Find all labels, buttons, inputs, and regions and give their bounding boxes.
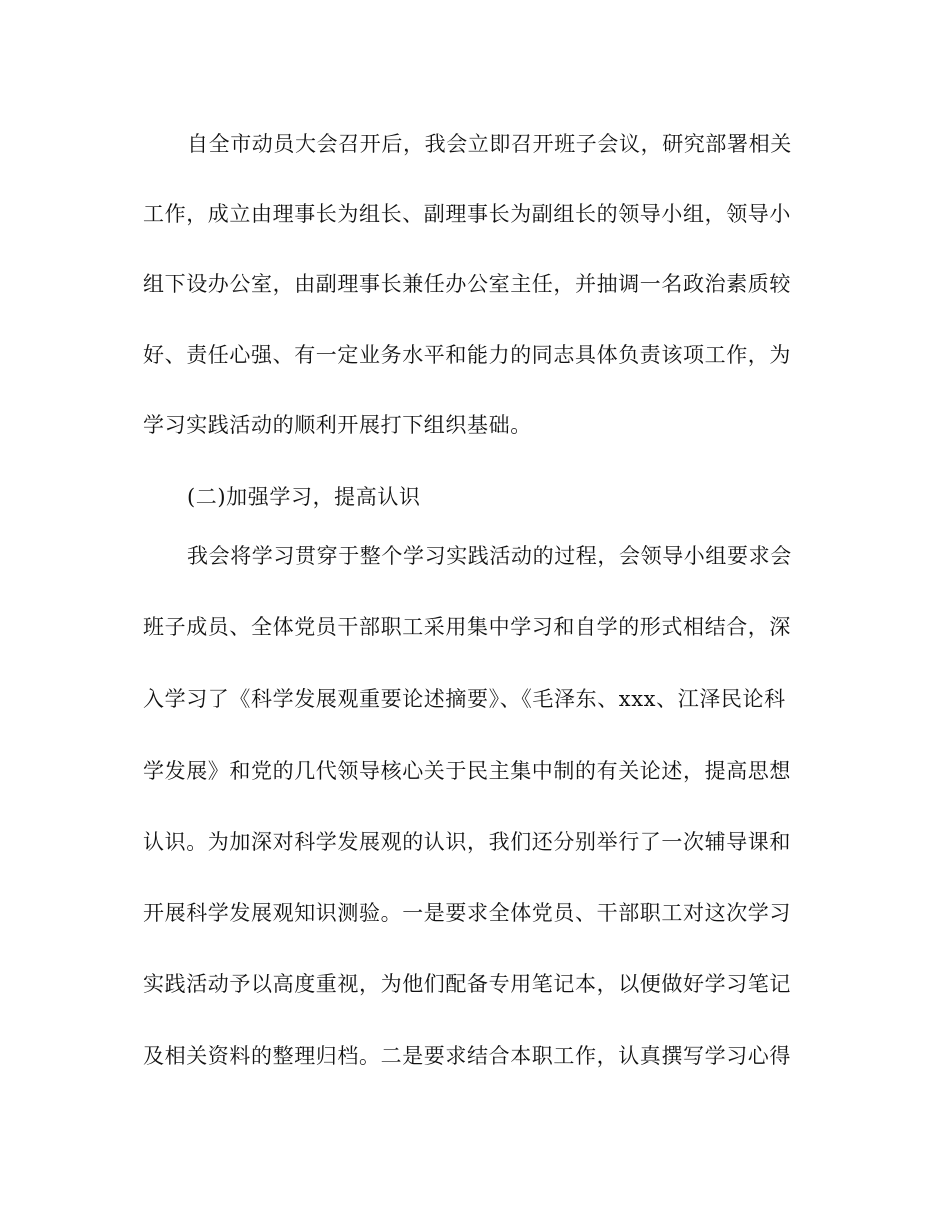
paragraph-2-line-7: 实践活动予以高度重视，为他们配备专用笔记本，以便做好学习笔记	[143, 972, 791, 996]
paragraph-1-line-2: 工作，成立由理事长为组长、副理事长为副组长的领导小组，领导小	[143, 202, 791, 226]
paragraph-1-line-3: 组下设办公室，由副理事长兼任办公室主任，并抽调一名政治素质较	[143, 272, 791, 296]
paragraph-2-line-3: 入学习了《科学发展观重要论述摘要》、《毛泽东、xxx、江泽民论科	[143, 687, 786, 711]
paragraph-2-line-2: 班子成员、全体党员干部职工采用集中学习和自学的形式相结合，深	[143, 615, 791, 639]
paragraph-2-line-6: 开展科学发展观知识测验。一是要求全体党员、干部职工对这次学习	[143, 901, 791, 925]
paragraph-2-line-8: 及相关资料的整理归档。二是要求结合本职工作，认真撰写学习心得	[143, 1044, 791, 1068]
paragraph-2-line-1: 我会将学习贯穿于整个学习实践活动的过程，会领导小组要求会	[187, 544, 792, 568]
paragraph-2-line-5: 认识。为加深对科学发展观的认识，我们还分别举行了一次辅导课和	[143, 830, 791, 854]
paragraph-2-line-4: 学发展》和党的几代领导核心关于民主集中制的有关论述，提高思想	[143, 759, 791, 783]
paragraph-1-line-1: 自全市动员大会召开后，我会立即召开班子会议，研究部署相关	[187, 132, 792, 156]
paragraph-1-line-4: 好、责任心强、有一定业务水平和能力的同志具体负责该项工作，为	[143, 343, 791, 367]
section-heading: (二)加强学习，提高认识	[187, 485, 421, 509]
paragraph-1-line-5: 学习实践活动的顺利开展打下组织基础。	[143, 413, 532, 437]
